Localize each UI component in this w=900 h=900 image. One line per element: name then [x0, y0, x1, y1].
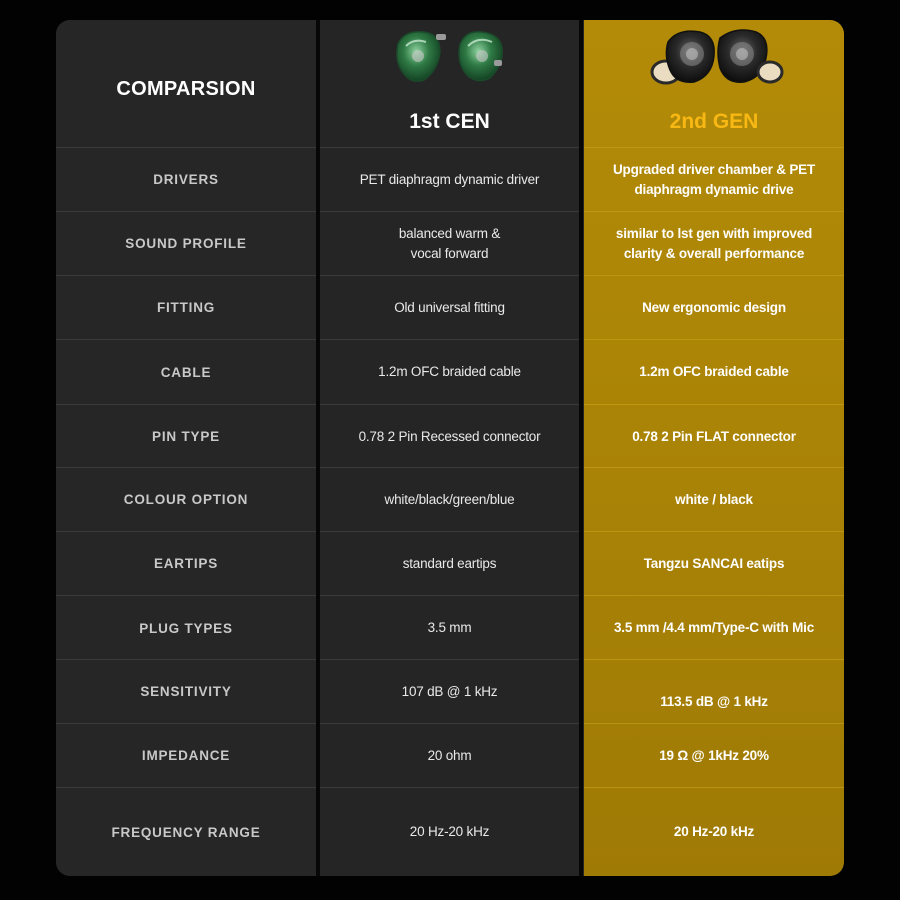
- table-row: [320, 724, 579, 787]
- gen2-sound-profile-line2: clarity & overall performance: [623, 245, 805, 261]
- gen1-sound-profile: [399, 224, 500, 264]
- gen2-drivers-line1: Upgraded driver chamber & PET: [612, 161, 815, 177]
- table-row: [320, 788, 579, 876]
- gen1-sound-profile-line2: vocal forward: [410, 245, 489, 261]
- gen1-pin-type: 0.78 2 Pin Recessed connector: [358, 428, 541, 444]
- table-row: [584, 532, 844, 595]
- gen2-plug-types: 3.5 mm /4.4 mm/Type-C with Mic: [613, 620, 815, 635]
- table-row: [56, 596, 316, 660]
- column-divider: [579, 20, 583, 876]
- table-row: [56, 340, 316, 404]
- label-column: [56, 20, 316, 876]
- row-label-eartips: EARTIPS: [153, 556, 219, 571]
- table-row: [56, 405, 316, 468]
- gen2-sensitivity: 113.5 dB @ 1 kHz: [660, 693, 768, 709]
- table-row: [584, 468, 844, 531]
- table-row: [584, 212, 844, 275]
- gen2-title: 2nd GEN: [669, 110, 759, 133]
- row-label-cable: CABLE: [160, 364, 212, 380]
- gen1-column: [320, 20, 579, 876]
- gen1-sensitivity: 107 dB @ 1 kHz: [401, 683, 498, 699]
- black-earphones-image: [644, 24, 784, 94]
- table-row: [584, 788, 844, 876]
- table-row: [584, 276, 844, 339]
- row-label-impedance: IMPEDANCE: [141, 748, 231, 763]
- gen2-sound-profile: [616, 224, 812, 264]
- table-row: [56, 724, 316, 787]
- row-label-plug-types: PLUG TYPES: [139, 620, 233, 636]
- gen1-sound-profile-line1: balanced warm &: [398, 225, 501, 241]
- row-label-sound-profile: SOUND PROFILE: [125, 236, 247, 251]
- gen2-frequency-range: 20 Hz-20 kHz: [673, 824, 755, 839]
- table-row: [320, 468, 579, 531]
- gen1-cable: 1.2m OFC braided cable: [378, 364, 521, 379]
- gen2-pin-type: 0.78 2 Pin FLAT connector: [632, 428, 796, 444]
- row-divider: [584, 659, 844, 660]
- table-row: [584, 724, 844, 787]
- gen1-plug-types: 3.5 mm: [427, 620, 472, 635]
- row-label-drivers: DRIVERS: [153, 172, 219, 187]
- gen2-impedance: 19 Ω @ 1kHz 20%: [659, 747, 769, 763]
- table-row: [56, 212, 316, 275]
- gen1-title: 1st CEN: [409, 110, 490, 133]
- table-row: [56, 276, 316, 339]
- table-row: [584, 596, 844, 660]
- table-row: [320, 405, 579, 468]
- gen2-drivers-line2: diaphragm dynamic drive: [634, 181, 794, 197]
- table-row: [320, 276, 579, 339]
- table-row: [56, 148, 316, 211]
- table-row: [320, 148, 579, 211]
- green-earphones-image: [390, 24, 510, 88]
- gen2-eartips: Tangzu SANCAI eatips: [643, 555, 785, 571]
- gen2-sound-profile-line1: similar to lst gen with improved: [615, 225, 813, 241]
- row-label-colour-option: COLOUR OPTION: [123, 492, 249, 507]
- gen1-eartips: standard eartips: [402, 555, 497, 571]
- table-row: [56, 788, 316, 876]
- gen1-fitting: Old universal fitting: [394, 299, 505, 315]
- table-row: [56, 532, 316, 595]
- gen2-column: [584, 20, 844, 876]
- table-title: COMPARSION: [116, 78, 256, 100]
- comparison-table: [56, 20, 844, 876]
- table-row: [320, 340, 579, 404]
- table-row: [320, 596, 579, 660]
- table-row: [584, 405, 844, 468]
- table-row: [320, 532, 579, 595]
- gen1-colour-option: white/black/green/blue: [384, 491, 515, 507]
- gen1-frequency-range: 20 Hz-20 kHz: [409, 824, 490, 839]
- table-row: [320, 212, 579, 275]
- table-row: [584, 340, 844, 404]
- table-row: [320, 660, 579, 723]
- gen2-drivers: [613, 160, 815, 200]
- row-label-sensitivity: SENSITIVITY: [140, 684, 232, 699]
- gen2-fitting: New ergonomic design: [642, 299, 786, 315]
- gen2-cable: 1.2m OFC braided cable: [639, 364, 789, 379]
- row-label-frequency-range: FREQUENCY RANGE: [111, 824, 261, 840]
- table-row: [584, 148, 844, 211]
- table-row: [56, 660, 316, 723]
- gen2-colour-option: white / black: [675, 491, 753, 507]
- table-row: [56, 468, 316, 531]
- gen1-drivers: PET diaphragm dynamic driver: [359, 171, 540, 187]
- row-label-pin-type: PIN TYPE: [152, 429, 220, 444]
- gen1-impedance: 20 ohm: [427, 747, 472, 763]
- row-label-fitting: FITTING: [156, 300, 216, 315]
